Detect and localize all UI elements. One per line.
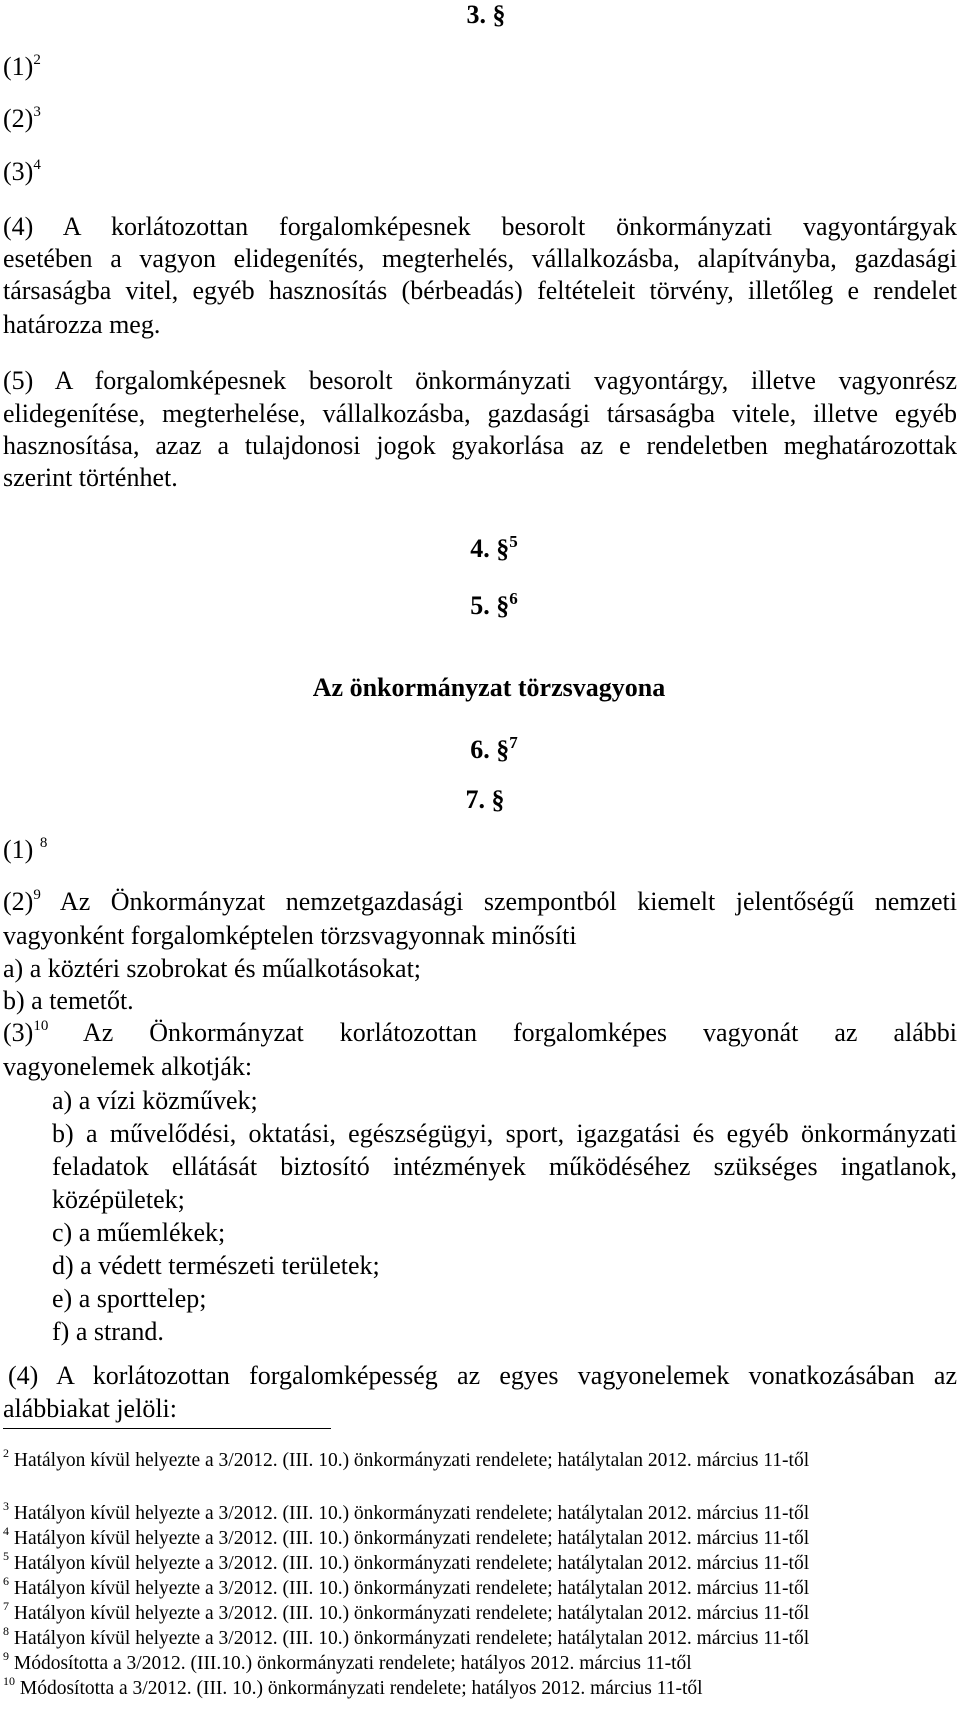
footnote (3, 1624, 810, 1651)
footnote-separator (3, 1428, 331, 1429)
paragraph-line: (4) A korlátozottan forgalomképesnek besorolt önkormányzati vagyontárgyak (3, 212, 957, 241)
footnote-ref: 8 (39, 835, 48, 851)
paragraph-line: társaságba vitel, egyéb hasznosítás (bérbeadás) feltételeit törvény, illetőleg e rendelet (3, 276, 957, 305)
section-5-title (14, 591, 960, 624)
item-label: (2) (3, 104, 34, 133)
paragraph-line: (5) A forgalomképesnek besorolt önkormányzati vagyontárgy, illetve vagyonrész (3, 366, 957, 395)
footnote-number: 6 (3, 1574, 9, 1588)
item-line: alábbiakat jelöli: (3, 1394, 177, 1423)
footnote (3, 1674, 703, 1701)
item-line: (4) A korlátozottan forgalomképesség az egyes vagyonelemek vonatkozásában az (8, 1361, 957, 1390)
list-item: e) a sporttelep; (52, 1284, 207, 1313)
item-line: vagyonelemek alkotják: (3, 1052, 253, 1081)
footnote-ref: 9 (33, 887, 41, 903)
footnote-number: 3 (3, 1499, 9, 1513)
item-2 (3, 104, 41, 138)
section-6-title (14, 735, 960, 768)
footnote-ref: 10 (33, 1018, 49, 1034)
list-item: középületek; (52, 1185, 185, 1214)
footnote-ref: 6 (509, 589, 518, 608)
item-label: (3) (3, 157, 34, 186)
heading-torzsvagyon: Az önkormányzat törzsvagyona (312, 673, 666, 702)
footnote (3, 1499, 810, 1526)
footnote-number: 10 (3, 1674, 15, 1688)
item-text: Az Önkormányzat nemzetgazdasági szempontból kiemelt jelentőségű nemzeti (59, 887, 957, 916)
item-label: (2) (3, 887, 34, 916)
paragraph-line: határozza meg. (3, 310, 161, 339)
footnote-text: Módosította a 3/2012. (III. 10.) önkormányzati rendelete; hatályos 2012. március 11-től (19, 1678, 703, 1699)
footnote-number: 4 (3, 1524, 9, 1538)
item-label: (1) (3, 835, 34, 864)
item-line: a) a köztéri szobrokat és műalkotásokat; (3, 954, 422, 983)
footnote (3, 1549, 810, 1576)
item-text: Az Önkormányzat korlátozottan forgalomképes vagyonát az alábbi (82, 1018, 957, 1047)
footnote-ref: 5 (509, 532, 518, 551)
paragraph-line: hasznosítása, azaz a tulajdonosi jogok gyakorlása az e rendeletben meghatározottak (3, 431, 957, 460)
footnote-text: Hatályon kívül helyezte a 3/2012. (III. 10.) önkormányzati rendelete; hatálytalan 2012. március 11-től (13, 1603, 810, 1624)
footnote-number: 2 (3, 1446, 9, 1460)
footnote-number: 8 (3, 1624, 9, 1638)
list-item: a) a vízi közművek; (52, 1086, 258, 1115)
item-line: b) a temetőt. (3, 986, 134, 1015)
footnote-text: Módosította a 3/2012. (III.10.) önkormányzati rendelete; hatályos 2012. március 11-től (13, 1653, 692, 1674)
footnote-ref: 2 (33, 52, 41, 68)
section-title-text: 6. § (470, 735, 510, 764)
footnote-text: Hatályon kívül helyezte a 3/2012. (III. 10.) önkormányzati rendelete; hatálytalan 2012. március 11-től (13, 1628, 810, 1649)
footnote (3, 1446, 810, 1473)
footnote-text: Hatályon kívül helyezte a 3/2012. (III. 10.) önkormányzati rendelete; hatálytalan 2012. március 11-től (13, 1503, 810, 1524)
item-line (3, 887, 957, 921)
footnote-text: Hatályon kívül helyezte a 3/2012. (III. 10.) önkormányzati rendelete; hatálytalan 2012. március 11-től (13, 1450, 810, 1471)
item-3 (3, 157, 41, 191)
paragraph-line: esetében a vagyon elidegenítés, megterhelés, vállalkozásba, alapítványba, gazdasági (3, 244, 957, 273)
footnote-ref: 7 (509, 733, 518, 752)
footnote (3, 1524, 810, 1551)
s7-item-1 (3, 835, 47, 869)
footnote-ref: 4 (33, 157, 41, 173)
item-line: vagyonként forgalomképtelen törzsvagyonnak minősíti (3, 921, 577, 950)
item-line (3, 1018, 957, 1052)
section-title-text: 5. § (470, 591, 510, 620)
list-item: d) a védett természeti területek; (52, 1251, 380, 1280)
footnote-text: Hatályon kívül helyezte a 3/2012. (III. 10.) önkormányzati rendelete; hatálytalan 2012. március 11-től (13, 1528, 810, 1549)
footnote-text: Hatályon kívül helyezte a 3/2012. (III. 10.) önkormányzati rendelete; hatálytalan 2012. március 11-től (13, 1553, 810, 1574)
section-7-title: 7. § (465, 785, 505, 814)
footnote-number: 7 (3, 1599, 9, 1613)
footnote (3, 1574, 810, 1601)
item-label: (3) (3, 1018, 34, 1047)
section-4-title (14, 534, 960, 567)
footnote-text: Hatályon kívül helyezte a 3/2012. (III. 10.) önkormányzati rendelete; hatálytalan 2012. március 11-től (13, 1578, 810, 1599)
footnote-ref: 3 (33, 104, 41, 120)
footnote-number: 9 (3, 1649, 9, 1663)
footnote (3, 1649, 692, 1676)
section-3-title: 3. § (466, 0, 506, 29)
section-title-text: 4. § (470, 534, 510, 563)
list-item: feladatok ellátását biztosító intézmények működéséhez szükséges ingatlanok, (52, 1152, 957, 1181)
paragraph-line: szerint történhet. (3, 463, 178, 492)
footnote (3, 1599, 810, 1626)
list-item: c) a műemlékek; (52, 1218, 226, 1247)
list-item: b) a művelődési, oktatási, egészségügyi, sport, igazgatási és egyéb önkormányzati (52, 1119, 957, 1148)
item-1 (3, 52, 41, 86)
footnote-number: 5 (3, 1549, 9, 1563)
list-item: f) a strand. (52, 1317, 164, 1346)
item-label: (1) (3, 52, 34, 81)
paragraph-line: elidegenítése, megterhelése, vállalkozásba, gazdasági társaságba vitele, illetve egyéb (3, 399, 957, 428)
